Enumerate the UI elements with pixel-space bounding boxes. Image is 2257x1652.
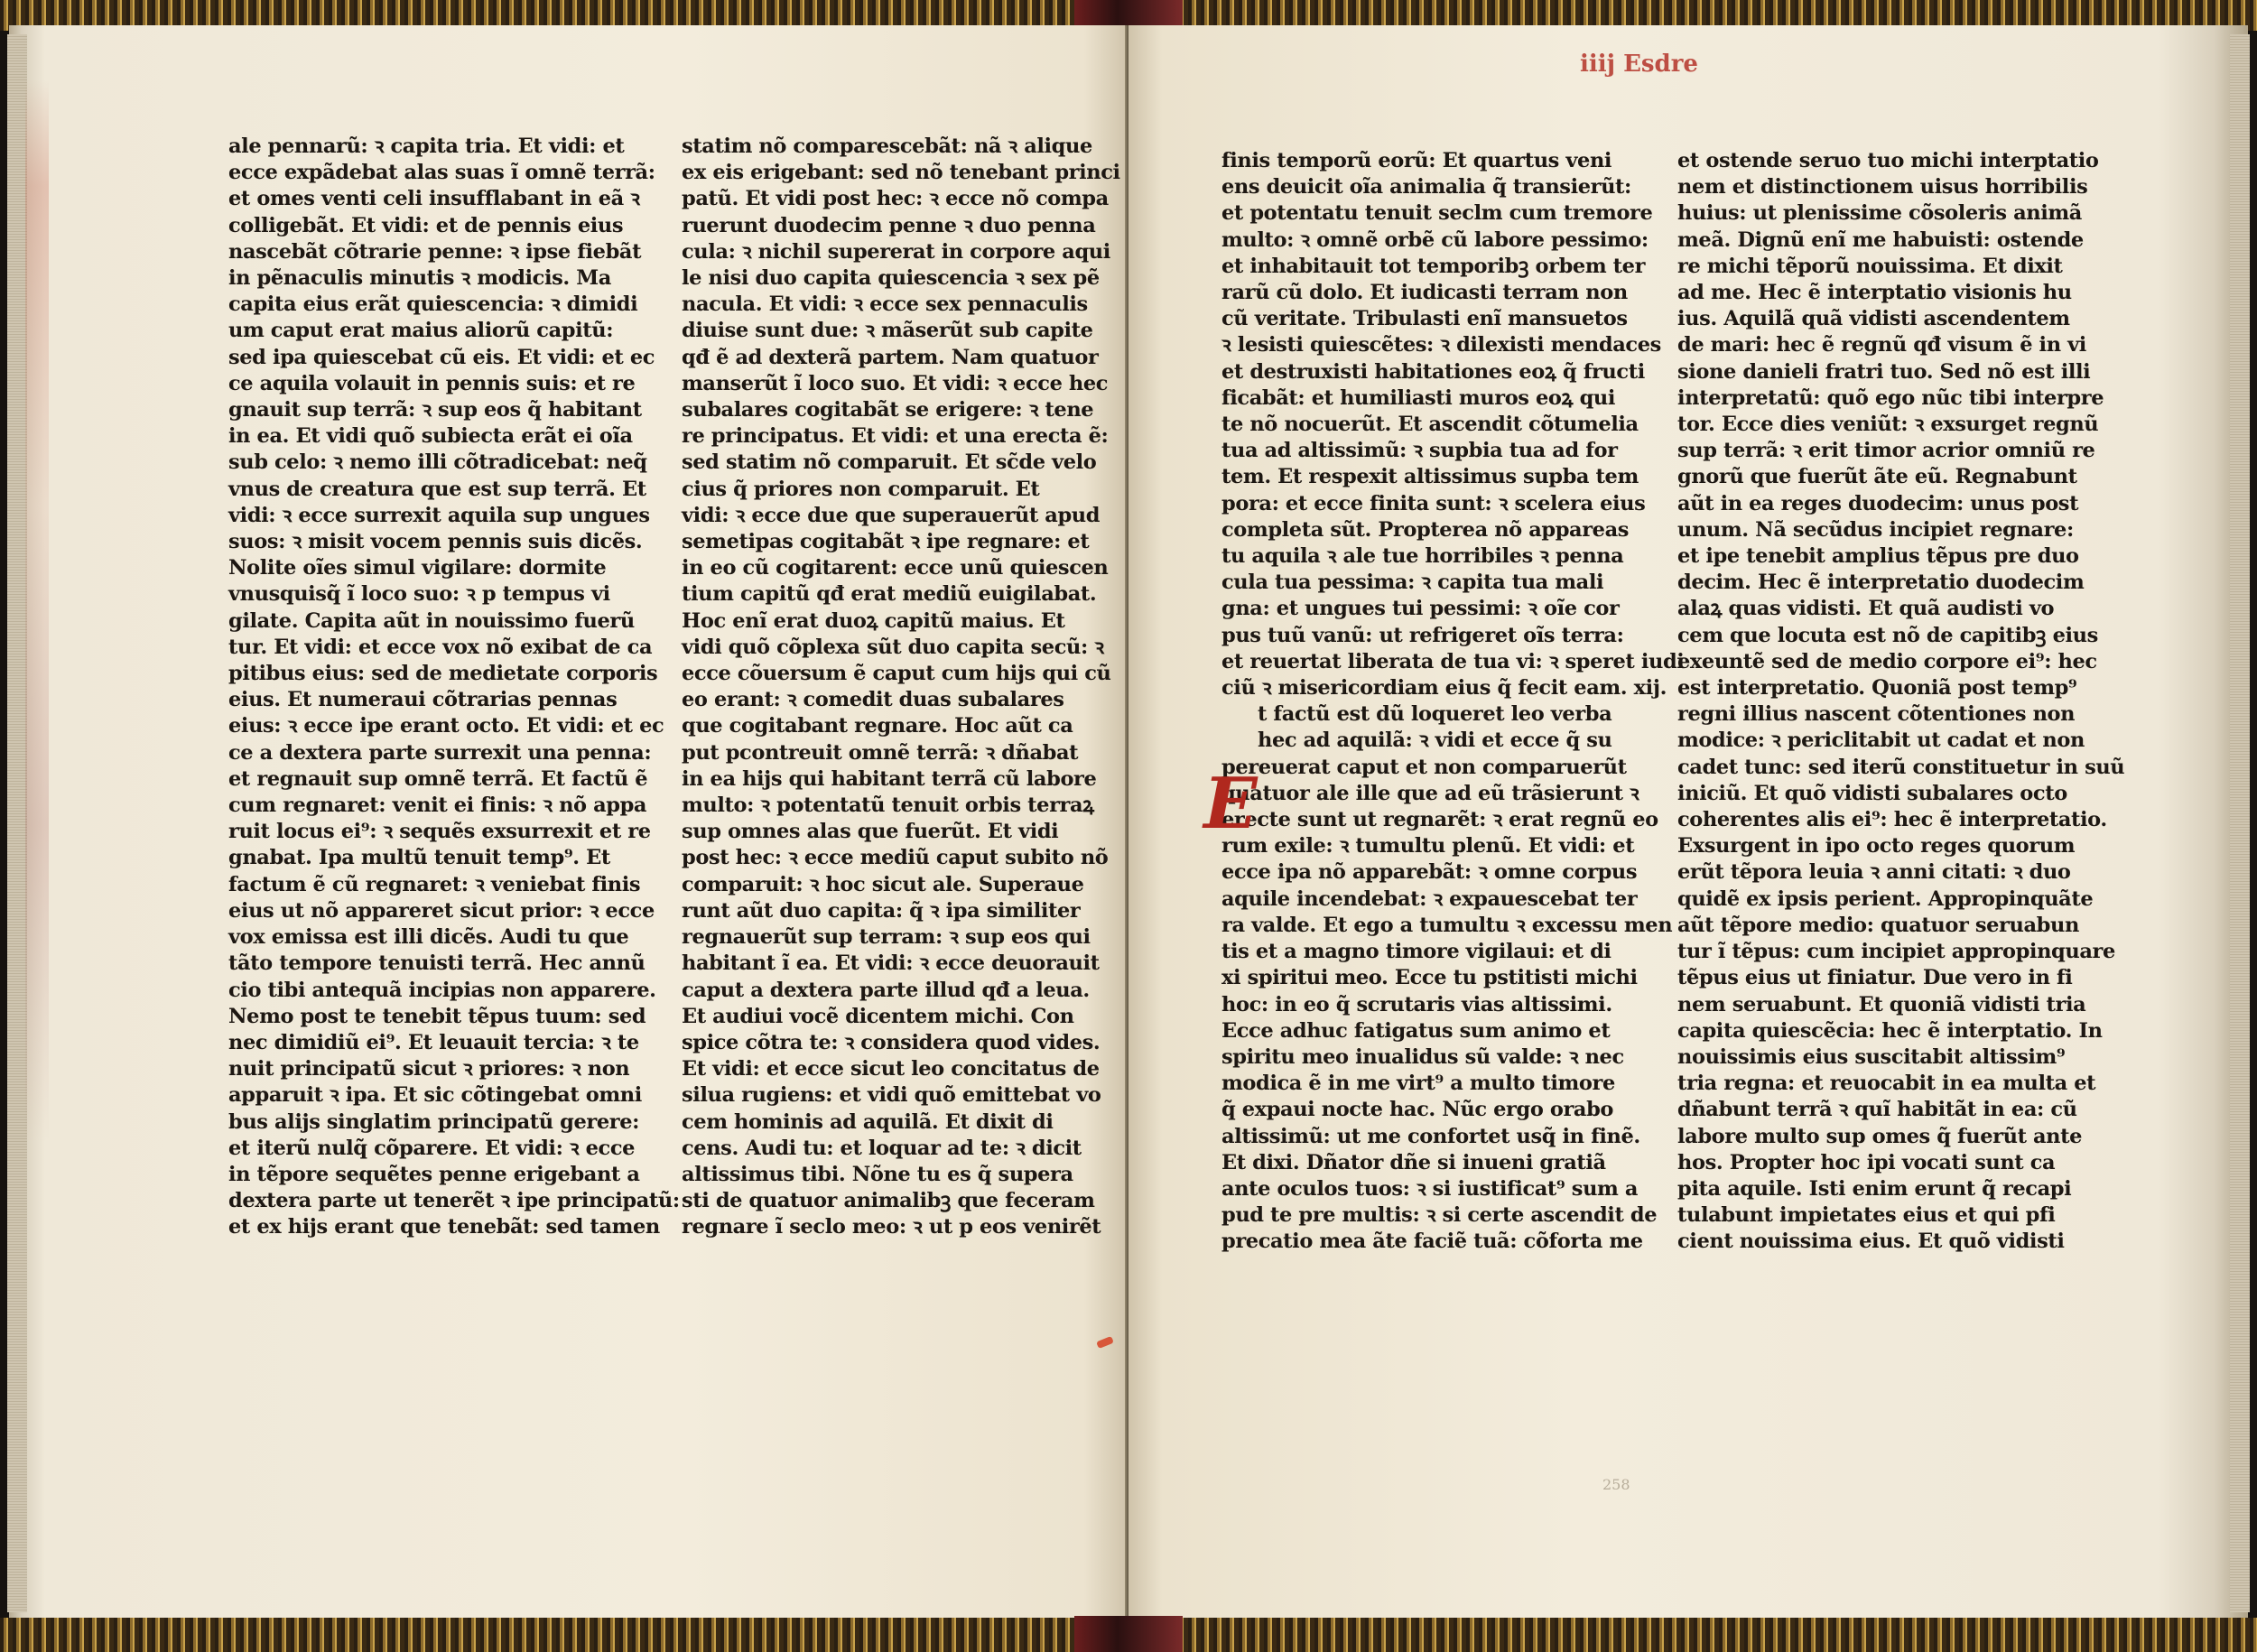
text-line: sed statim nõ comparuit. Et sc̃de velo bbox=[682, 450, 1097, 475]
text-line: ius. Aquilã quã vidisti ascendentem bbox=[1677, 307, 2070, 331]
text-line: et regnauit sup omnẽ terrã. Et factũ ẽ bbox=[228, 766, 648, 791]
text-line: in ea hijs qui habitant terrã cũ labore bbox=[682, 766, 1097, 791]
text-line: vidi: ꝛ ecce due que superauerũt apud bbox=[682, 503, 1101, 527]
text-line: gna: et ungues tui pessimi: ꝛ oĩe cor bbox=[1221, 597, 1620, 621]
text-line: statim nõ comparescebãt: nã ꝛ alique bbox=[682, 135, 1092, 158]
text-line: tis et a magno timore vigilaui: et di bbox=[1221, 940, 1611, 964]
text-line: in pẽnaculis minutis ꝛ modicis. Ma bbox=[228, 266, 611, 291]
text-line: t factũ est dũ loqueret leo verba bbox=[1258, 702, 1612, 727]
text-line: patũ. Et vidi post hec: ꝛ ecce nõ compa bbox=[682, 187, 1109, 211]
text-line: ce aquila volauit in pennis suis: et re bbox=[228, 371, 636, 395]
text-line: hos. Propter hoc ipi vocati sunt ca bbox=[1677, 1150, 2056, 1174]
text-line: gnabat. Ipa multũ tenuit temp⁹. Et bbox=[228, 846, 610, 870]
text-line: nascebãt cõtrarie penne: ꝛ ipse fiebãt bbox=[228, 239, 642, 264]
text-line: semetipas cogitabãt ꝛ ipe regnare: et bbox=[682, 530, 1090, 554]
text-line: post hec: ꝛ ecce mediũ caput subito nõ bbox=[682, 846, 1109, 870]
text-line: te nõ nocuerũt. Et ascendit cõtumelia bbox=[1221, 413, 1639, 437]
text-line: eo erant: ꝛ comedit duas subalares bbox=[682, 688, 1064, 712]
text-line: quidẽ ex ipsis perient. Appropinquãte bbox=[1677, 886, 2094, 911]
text-line: tãto tempore tenuisti terrã. Hec annũ bbox=[228, 951, 646, 976]
text-line: meã. Dignũ enĩ me habuisti: ostende bbox=[1677, 227, 2084, 252]
text-line: comparuit: ꝛ hoc sicut ale. Superaue bbox=[682, 872, 1084, 896]
text-line: Hoc enĩ erat duoꝝ capitũ maius. Et bbox=[682, 608, 1065, 633]
text-line: modice: ꝛ periclitabit ut cadat et non bbox=[1677, 729, 2085, 753]
text-line: iniciũ. Et quõ vidisti subalares octo bbox=[1677, 781, 2067, 805]
text-line: sup terrã: ꝛ erit timor acrior omniũ re bbox=[1677, 439, 2095, 463]
text-line: ruit locus ei⁹: ꝛ sequẽs exsurrexit et re bbox=[228, 820, 651, 844]
text-line: um caput erat maius aliorũ capitũ: bbox=[228, 319, 614, 343]
text-line: in ea. Et vidi quõ subiecta erãt ei oĩa bbox=[228, 424, 633, 449]
text-line: huius: ut plenissime cõsoleris animã bbox=[1677, 201, 2082, 226]
book-spread bbox=[9, 25, 2248, 1621]
text-line: coherentes alis ei⁹: hec ẽ interpretatio. bbox=[1677, 808, 2107, 832]
text-line: multo: ꝛ omnẽ orbẽ cũ labore pessimo: bbox=[1221, 227, 1649, 252]
text-line: pita aquile. Isti enim erunt q̃ recapi bbox=[1677, 1176, 2072, 1201]
text-line: put pcontreuit omnẽ terrã: ꝛ dñabat bbox=[682, 740, 1079, 765]
text-line: cadet tunc: sed iterũ constituetur in suũ bbox=[1677, 755, 2125, 779]
text-line: tulabunt impietates eius et qui pfi bbox=[1677, 1203, 2056, 1228]
text-line: capita quiescẽcia: hec ẽ interptatio. In bbox=[1677, 1018, 2103, 1043]
text-line: qđ ẽ ad dexterã partem. Nam quatuor bbox=[682, 345, 1099, 369]
text-line: alaꝝ quas vidisti. Et quã audisti vo bbox=[1677, 597, 2055, 621]
text-line: regni illius nascent cõtentiones non bbox=[1677, 702, 2076, 727]
red-ink-mark bbox=[1096, 1336, 1114, 1349]
text-line: tem. Et respexit altissimus supba tem bbox=[1221, 465, 1639, 489]
text-line: ficabãt: et humiliasti muros eoꝝ qui bbox=[1221, 385, 1616, 410]
text-line: spice cõtra te: ꝛ considera quod vides. bbox=[682, 1030, 1101, 1054]
text-line: tor. Ecce dies veniũt: ꝛ exsurget regnũ bbox=[1677, 413, 2099, 437]
text-line: runt aũt duo capita: q̃ ꝛ ipa similiter bbox=[682, 898, 1081, 923]
text-line: et potentatu tenuit seclm cum tremore bbox=[1221, 201, 1653, 226]
text-line: caput a dextera parte illud qđ a leua. bbox=[682, 978, 1090, 1002]
text-line: silua rugiens: et vidi quõ emittebat vo bbox=[682, 1083, 1101, 1108]
text-column-1 bbox=[228, 134, 680, 1241]
text-line: sup omnes alas que fuerũt. Et vidi bbox=[682, 820, 1059, 844]
text-line: in eo cũ cogitarent: ecce unũ quiescen bbox=[682, 556, 1109, 580]
text-line: pus tuũ vanũ: ut refrigeret oĩs terra: bbox=[1221, 623, 1624, 647]
text-line: altissimũ: ut me confortet usq̃ in finẽ. bbox=[1221, 1124, 1640, 1148]
text-line: ale pennarũ: ꝛ capita tria. Et vidi: et bbox=[228, 135, 625, 158]
text-line: ra valde. Et ego a tumultu ꝛ excessu men bbox=[1221, 913, 1673, 937]
text-line: pud te pre multis: ꝛ si certe ascendit de bbox=[1221, 1203, 1658, 1228]
text-line: aũt tẽpore medio: quatuor seruabun bbox=[1677, 913, 2079, 937]
text-line: dñabunt terrã ꝛ quĩ habitãt in ea: cũ bbox=[1677, 1098, 2077, 1122]
text-column-3 bbox=[1221, 148, 1685, 1256]
text-line: Nemo post te tenebit tẽpus tuum: sed bbox=[228, 1004, 646, 1028]
text-line: hec ad aquilã: ꝛ vidi et ecce q̃ su bbox=[1258, 729, 1612, 753]
text-line: cius q̃ priores non comparuit. Et bbox=[682, 477, 1040, 501]
text-line: labore multo sup omes q̃ fuerũt ante bbox=[1677, 1124, 2083, 1148]
text-column-2 bbox=[682, 134, 1120, 1241]
text-line: et inhabitauit tot temporibꝫ orbem ter bbox=[1221, 254, 1646, 278]
text-line: tur ĩ tẽpus: cum incipiet appropinquare bbox=[1677, 940, 2115, 964]
text-line: ecce expãdebat alas suas ĩ omnẽ terrã: bbox=[228, 161, 655, 185]
headband-bottom bbox=[1074, 1616, 1183, 1652]
text-line: pitibus eius: sed de medietate corporis bbox=[228, 662, 658, 686]
text-line: erecte sunt ut regnarẽt: ꝛ erat regnũ eo bbox=[1221, 808, 1658, 832]
text-line: nouissimis eius suscitabit altissim⁹ bbox=[1677, 1044, 2066, 1069]
text-line: vnusquisq̃ ĩ loco suo: ꝛ p tempus vi bbox=[228, 582, 610, 607]
text-line: exeuntẽ sed de medio corpore ei⁹: hec bbox=[1677, 649, 2097, 673]
text-line: eius ut nõ appareret sicut prior: ꝛ ecce bbox=[228, 898, 655, 923]
right-page-edge bbox=[2230, 34, 2250, 1612]
text-line: regnauerũt sup terram: ꝛ sup eos qui bbox=[682, 925, 1091, 950]
text-line: tu aquila ꝛ ale tue horribiles ꝛ penna bbox=[1221, 544, 1624, 569]
text-line: gilate. Capita aũt in nouissimo fuerũ bbox=[228, 608, 635, 633]
text-line: ꝛ lesisti quiescẽtes: ꝛ dilexisti mendaces bbox=[1221, 333, 1661, 357]
text-line: nacula. Et vidi: ꝛ ecce sex pennaculis bbox=[682, 292, 1088, 317]
text-line: aũt in ea reges duodecim: unus post bbox=[1677, 491, 2079, 515]
left-page-edge bbox=[7, 34, 27, 1612]
text-line: sed ipa quiescebat cũ eis. Et vidi: et ec bbox=[228, 345, 655, 369]
text-line: sione danieli fratri tuo. Sed nõ est illi bbox=[1677, 359, 2091, 384]
text-line: cens. Audi tu: et loquar ad te: ꝛ dicit bbox=[682, 1136, 1082, 1160]
text-line: capita eius erãt quiescencia: ꝛ dimidi bbox=[228, 292, 638, 317]
text-line: pora: et ecce finita sunt: ꝛ scelera eius bbox=[1221, 491, 1646, 515]
text-line: que cogitabant regnare. Hoc aũt ca bbox=[682, 714, 1073, 738]
text-line: nem et distinctionem uisus horribilis bbox=[1677, 175, 2088, 200]
text-line: ens deuicit oĩa animalia q̃ transierũt: bbox=[1221, 175, 1631, 200]
text-line: vidi quõ cõplexa sũt duo capita secũ: ꝛ bbox=[682, 635, 1104, 659]
text-line: et ipe tenebit amplius tẽpus pre duo bbox=[1677, 544, 2079, 569]
text-line: modica ẽ in me virt⁹ a multo timore bbox=[1221, 1072, 1615, 1096]
text-line: pereuerat caput et non comparuerũt bbox=[1221, 755, 1627, 779]
text-line: manserũt ĩ loco suo. Et vidi: ꝛ ecce hec bbox=[682, 371, 1109, 395]
text-line: sub celo: ꝛ nemo illi cõtradicebat: neq̃ bbox=[228, 450, 647, 475]
text-line: cem hominis ad aquilã. Et dixit di bbox=[682, 1109, 1054, 1134]
text-line: completa sũt. Propterea nõ appareas bbox=[1221, 517, 1630, 542]
text-line: re michi tẽporũ nouissima. Et dixit bbox=[1677, 254, 2063, 278]
text-line: Et audiui vocẽ dicentem michi. Con bbox=[682, 1004, 1074, 1028]
text-line: nem seruabunt. Et quoniã vidisti tria bbox=[1677, 992, 2086, 1016]
text-line: re principatus. Et vidi: et una erecta ẽ: bbox=[682, 424, 1109, 449]
illuminated-initial: E bbox=[1203, 763, 1258, 845]
text-line: ruerunt duodecim penne ꝛ duo penna bbox=[682, 213, 1096, 237]
text-line: rarũ cũ dolo. Et iudicasti terram non bbox=[1221, 281, 1628, 305]
text-line: ex eis erigebant: sed nõ tenebant princi bbox=[682, 161, 1120, 185]
text-line: ecce ipa nõ apparebãt: ꝛ omne corpus bbox=[1221, 860, 1638, 885]
text-line: nec dimidiũ ei⁹. Et leuauit tercia: ꝛ te bbox=[228, 1030, 639, 1054]
text-line: et reuertat liberata de tua vi: ꝛ speret iudi bbox=[1221, 649, 1685, 673]
text-line: Exsurgent in ipo octo reges quorum bbox=[1677, 834, 2076, 858]
text-line: gnorũ que fuerũt ãte eũ. Regnabunt bbox=[1677, 465, 2077, 489]
folio-number: 258 bbox=[1602, 1476, 1630, 1493]
text-line: decim. Hec ẽ interpretatio duodecim bbox=[1677, 571, 2085, 595]
text-line: et destruxisti habitationes eoꝝ q̃ fructi bbox=[1221, 359, 1645, 384]
text-line: regnare ĩ seclo meo: ꝛ ut p eos venirẽt bbox=[682, 1215, 1101, 1239]
text-line: q̃ expaui nocte hac. Nũc ergo orabo bbox=[1221, 1098, 1614, 1122]
text-line: vnus de creatura que est sup terrã. Et bbox=[228, 477, 646, 501]
text-line: et ex hijs erant que tenebãt: sed tamen bbox=[228, 1215, 660, 1239]
margin-stain bbox=[25, 79, 49, 1145]
text-line: est interpretatio. Quoniã post temp⁹ bbox=[1677, 676, 2077, 701]
text-line: sti de quatuor animalibꝫ que feceram bbox=[682, 1189, 1095, 1213]
text-line: cula tua pessima: ꝛ capita tua mali bbox=[1221, 571, 1604, 595]
text-line: cem que locuta est nõ de capitibꝫ eius bbox=[1677, 623, 2098, 647]
text-line: le nisi duo capita quiescencia ꝛ sex pẽ bbox=[682, 266, 1100, 291]
text-line: de mari: hec ẽ regnũ qđ visum ẽ in vi bbox=[1677, 333, 2086, 357]
text-line: ecce cõuersum ẽ caput cum hijs qui cũ bbox=[682, 662, 1111, 686]
text-line: vox emissa est illi dicẽs. Audi tu que bbox=[228, 925, 629, 950]
text-line: rum exile: ꝛ tumultu plenũ. Et vidi: et bbox=[1221, 834, 1635, 858]
text-line: ciũ ꝛ misericordiam eius q̃ fecit eam. xij. bbox=[1221, 676, 1667, 701]
text-line: Ecce adhuc fatigatus sum animo et bbox=[1221, 1018, 1611, 1043]
text-line: et omes venti celi insufflabant in eã ꝛ bbox=[228, 187, 640, 211]
text-line: Nolite oĩes simul vigilare: dormite bbox=[228, 556, 607, 580]
text-line: diuise sunt due: ꝛ mãserũt sub capite bbox=[682, 319, 1093, 343]
text-line: ad me. Hec ẽ interptatio visionis hu bbox=[1677, 281, 2072, 305]
text-line: cum regnaret: venit ei finis: ꝛ nõ appa bbox=[228, 794, 647, 818]
text-line: erũt tẽpora leuia ꝛ anni citati: ꝛ duo bbox=[1677, 860, 2071, 885]
text-line: Et vidi: et ecce sicut leo concitatus de bbox=[682, 1057, 1100, 1081]
text-column-4 bbox=[1677, 148, 2125, 1256]
text-line: bus alijs singlatim principatũ gerere: bbox=[228, 1109, 640, 1134]
text-line: unum. Nã secũdus incipiet regnare: bbox=[1677, 517, 2074, 542]
text-line: suos: ꝛ misit vocem pennis suis dicẽs. bbox=[228, 530, 643, 554]
text-line: gnauit sup terrã: ꝛ sup eos q̃ habitant bbox=[228, 398, 642, 422]
text-line: xi spiritui meo. Ecce tu pstitisti michi bbox=[1221, 966, 1638, 990]
text-line: cient nouissima eius. Et quõ vidisti bbox=[1677, 1230, 2065, 1254]
text-line: spiritu meo inualidus sũ valde: ꝛ nec bbox=[1221, 1044, 1624, 1069]
text-line: cũ veritate. Tribulasti enĩ mansuetos bbox=[1221, 307, 1628, 331]
text-line: hoc: in eo q̃ scrutaris vias altissimi. bbox=[1221, 992, 1612, 1016]
text-line: precatio mea ãte faciẽ tuã: cõforta me bbox=[1221, 1230, 1643, 1254]
text-line: subalares cogitabãt se erigere: ꝛ tene bbox=[682, 398, 1094, 422]
text-line: tur. Et vidi: et ecce vox nõ exibat de ca bbox=[228, 635, 653, 659]
text-line: tẽpus eius ut finiatur. Due vero in fi bbox=[1677, 966, 2073, 990]
text-line: dextera parte ut tenerẽt ꝛ ipe principatũ: bbox=[228, 1189, 680, 1213]
text-line: apparuit ꝛ ipa. Et sic cõtingebat omni bbox=[228, 1083, 642, 1108]
text-line: tium capitũ qđ erat mediũ euigilabat. bbox=[682, 582, 1097, 607]
text-line: Et dixi. Dñator dñe si inueni gratiã bbox=[1221, 1150, 1606, 1174]
text-line: interpretatũ: quõ ego nũc tibi interpre bbox=[1677, 385, 2104, 410]
text-line: finis temporũ eorũ: Et quartus veni bbox=[1221, 149, 1612, 172]
text-line: cula: ꝛ nichil supererat in corpore aqui bbox=[682, 239, 1110, 264]
text-line: eius. Et numeraui cõtrarias pennas bbox=[228, 688, 618, 712]
text-line: ce a dextera parte surrexit una penna: bbox=[228, 740, 652, 765]
running-headline: iiij Esdre bbox=[1580, 51, 1698, 78]
text-line: ante oculos tuos: ꝛ si iustificat⁹ sum a bbox=[1221, 1176, 1639, 1201]
text-line: habitant ĩ ea. Et vidi: ꝛ ecce deuorauit bbox=[682, 951, 1100, 976]
text-line: colligebãt. Et vidi: et de pennis eius bbox=[228, 213, 624, 237]
text-line: quatuor ale ille que ad eũ trãsierunt ꝛ bbox=[1221, 781, 1639, 805]
text-line: nuit principatũ sicut ꝛ priores: ꝛ non bbox=[228, 1057, 630, 1081]
text-line: multo: ꝛ potentatũ tenuit orbis terraꝝ bbox=[682, 794, 1094, 818]
text-line: et ostende seruo tuo michi interptatio bbox=[1677, 149, 2099, 172]
text-line: eius: ꝛ ecce ipe erant octo. Et vidi: et ec bbox=[228, 714, 664, 738]
text-line: et iterũ nulq̃ cõparere. Et vidi: ꝛ ecce bbox=[228, 1136, 636, 1160]
text-line: in tẽpore sequẽtes penne erigebant a bbox=[228, 1162, 640, 1186]
left-page bbox=[9, 25, 1128, 1621]
text-line: cio tibi antequã incipias non apparere. bbox=[228, 978, 656, 1002]
text-line: altissimus tibi. Nõne tu es q̃ supera bbox=[682, 1162, 1073, 1186]
text-line: tua ad altissimũ: ꝛ supbia tua ad for bbox=[1221, 439, 1618, 463]
text-line: factum ẽ cũ regnaret: ꝛ veniebat finis bbox=[228, 872, 641, 896]
text-line: vidi: ꝛ ecce surrexit aquila sup ungues bbox=[228, 503, 650, 527]
text-line: tria regna: et reuocabit in ea multa et bbox=[1677, 1072, 2096, 1096]
text-line: aquile incendebat: ꝛ expauescebat ter bbox=[1221, 886, 1638, 911]
